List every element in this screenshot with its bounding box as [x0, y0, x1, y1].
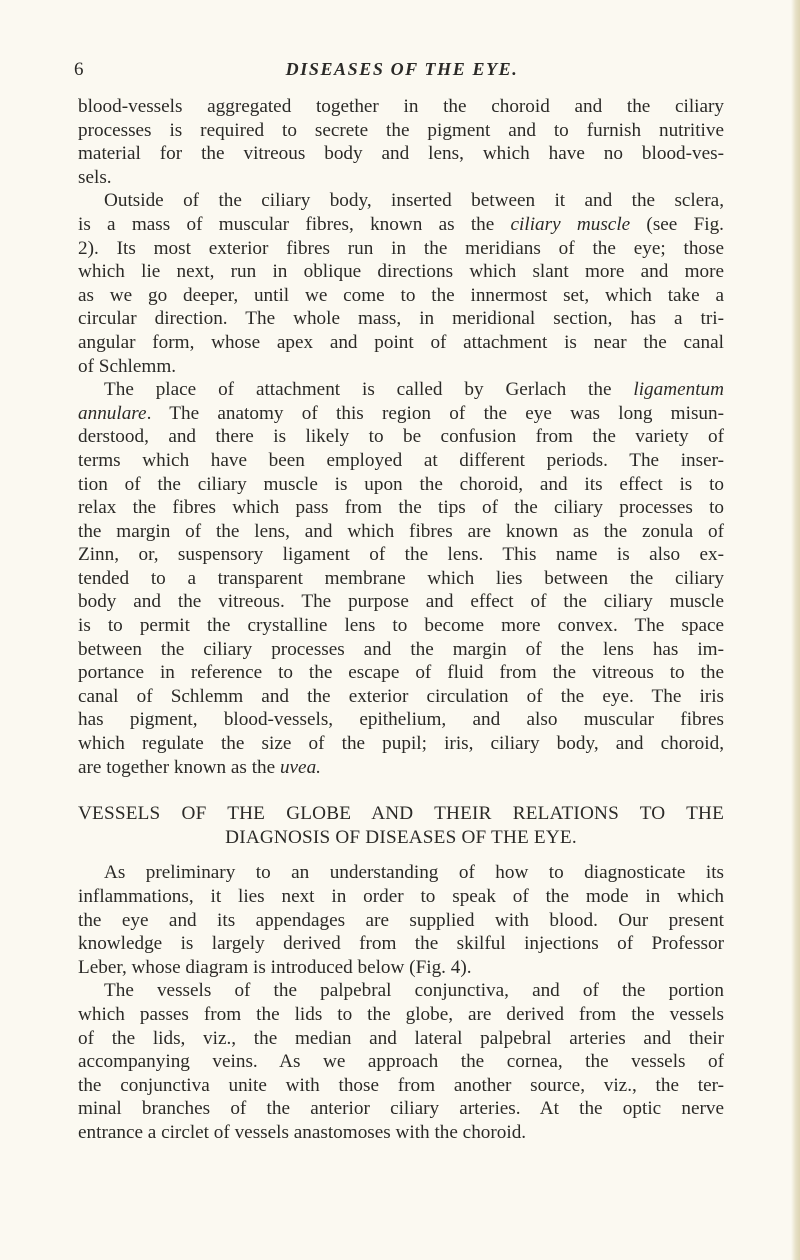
text-line: has pigment, blood-vessels, epithelium, and also muscular fibres	[78, 709, 724, 731]
heading-line: VESSELS OF THE GLOBE AND THEIR RELATIONS TO THE	[78, 803, 724, 825]
page-body	[78, 95, 724, 1145]
text-line: blood-vessels aggregated together in the choroid and the ciliary	[78, 96, 724, 117]
text-line: Outside of the ciliary body, inserted between it and the sclera,	[104, 190, 724, 212]
text-line	[78, 378, 724, 402]
text-run: The place of attachment is called by Gerlach the	[104, 379, 634, 401]
text-line: of Schlemm.	[78, 355, 177, 377]
text-line: circular direction. The whole mass, in meridional section, has a tri-	[78, 308, 724, 330]
text-line	[78, 756, 724, 780]
text-line: which lie next, run in oblique directions which slant more and more	[78, 261, 724, 283]
section-spacer	[78, 779, 724, 802]
text-line: which passes from the lids to the globe, are derived from the vessels	[78, 1003, 724, 1025]
page-header	[74, 59, 730, 85]
text-run: are together known as the	[78, 756, 280, 778]
paragraph	[78, 861, 724, 979]
running-head: DISEASES OF THE EYE.	[285, 59, 519, 79]
text-line: sels.	[78, 166, 112, 188]
text-run: is a mass of muscular fibres, known as the	[78, 213, 511, 235]
text-line: is to permit the crystalline lens to become more convex. The space	[78, 615, 724, 637]
text-run: . The anatomy of this region of the eye was long misun-	[146, 402, 724, 424]
text-line: the conjunctiva unite with those from another source, viz., the ter-	[78, 1074, 724, 1096]
text-line: Leber, whose diagram is introduced below (Fig. 4).	[78, 956, 472, 978]
text-line: 2). Its most exterior fibres run in the meridians of the eye; those	[78, 237, 724, 259]
text-line: knowledge is largely derived from the skilful injections of Professor	[78, 933, 724, 955]
page-number: 6	[74, 59, 84, 80]
paragraph	[78, 95, 724, 189]
text-line: minal branches of the anterior ciliary arteries. At the optic nerve	[78, 1098, 724, 1120]
italic-term: annulare	[78, 402, 147, 424]
text-line: tion of the ciliary muscle is upon the choroid, and its effect is to	[78, 473, 724, 495]
text-line: entrance a circlet of vessels anastomoses with the choroid.	[78, 1121, 527, 1143]
text-line: as we go deeper, until we come to the innermost set, which take a	[78, 284, 724, 306]
paragraph	[78, 979, 724, 1144]
paragraph	[78, 189, 724, 378]
text-line: processes is required to secrete the pigment and to furnish nutritive	[78, 119, 724, 141]
text-line: angular form, whose apex and point of attachment is near the canal	[78, 331, 724, 353]
text-line: the margin of the lens, and which fibres are known as the zonula of	[78, 520, 724, 542]
text-line	[78, 402, 724, 426]
page-edge-shadow	[791, 0, 800, 1260]
text-line: of the lids, viz., the median and lateral palpebral arteries and their	[78, 1027, 724, 1049]
section-spacer	[78, 849, 724, 861]
text-line: which regulate the size of the pupil; iris, ciliary body, and choroid,	[78, 733, 724, 755]
text-line: material for the vitreous body and lens, which have no blood-ves-	[78, 143, 724, 165]
section-heading	[78, 802, 724, 849]
paragraph	[78, 378, 724, 779]
text-line: inflammations, it lies next in order to speak of the mode in which	[78, 886, 724, 907]
italic-term: ligamentum	[633, 379, 724, 401]
italic-term: uvea.	[279, 756, 321, 778]
text-line: canal of Schlemm and the exterior circulation of the eye. The iris	[78, 685, 724, 707]
text-line: The vessels of the palpebral conjunctiva, and of the portion	[104, 980, 724, 1002]
text-line: terms which have been employed at different periods. The inser-	[78, 449, 724, 471]
italic-term: ciliary muscle	[510, 213, 631, 235]
text-line: accompanying veins. As we approach the cornea, the vessels of	[78, 1051, 724, 1073]
text-line: derstood, and there is likely to be confusion from the variety of	[78, 426, 724, 448]
heading-line: DIAGNOSIS OF DISEASES OF THE EYE.	[225, 826, 577, 848]
text-line: the eye and its appendages are supplied with blood. Our present	[78, 909, 724, 931]
text-line: As preliminary to an understanding of how to diagnosticate its	[104, 862, 724, 884]
text-run: (see Fig.	[630, 213, 724, 235]
text-line: portance in reference to the escape of fluid from the vitreous to the	[78, 662, 724, 684]
text-line	[78, 213, 724, 237]
text-line: relax the fibres which pass from the tips of the ciliary processes to	[78, 497, 724, 519]
text-line: tended to a transparent membrane which lies between the ciliary	[78, 567, 724, 589]
text-line: Zinn, or, suspensory ligament of the lens. This name is also ex-	[78, 544, 724, 566]
text-line: between the ciliary processes and the margin of the lens has im-	[78, 638, 724, 660]
text-line: body and the vitreous. The purpose and effect of the ciliary muscle	[78, 591, 724, 613]
